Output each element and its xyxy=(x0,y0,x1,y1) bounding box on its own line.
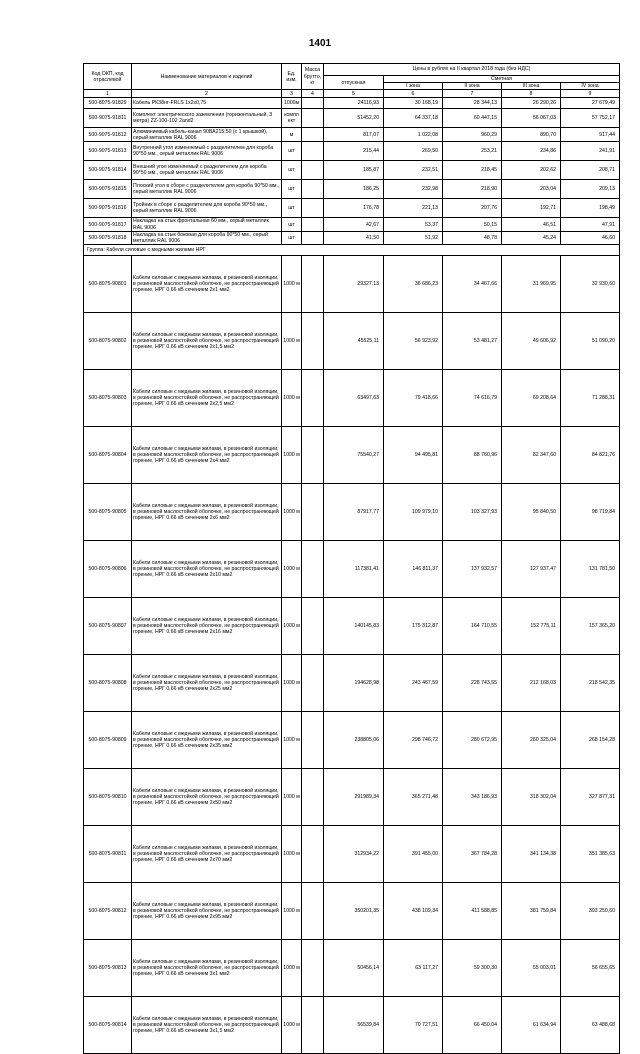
name-cell: Алюминиевый кабель-канал 90ВА215;50 (с 1 крышкой), серый металлик RAL 9006 xyxy=(132,128,282,142)
code-cell: 500-8075-90811 xyxy=(84,826,132,883)
table-row xyxy=(84,180,620,199)
zone1-price-cell: 70 727,51 xyxy=(384,997,443,1054)
mass-cell xyxy=(302,218,324,231)
unit-cell: 1000 м xyxy=(282,769,302,826)
code-cell: 500-8075-90814 xyxy=(84,997,132,1054)
group-row xyxy=(84,245,620,256)
table-row xyxy=(84,484,620,541)
index-cell: 5 xyxy=(324,90,384,98)
unit-cell: м xyxy=(282,128,302,142)
zone1-price-cell: 146 811,37 xyxy=(384,541,443,598)
table-row xyxy=(84,940,620,997)
zone4-price-cell: 63 488,68 xyxy=(561,997,620,1054)
zone4-price-cell: 218 542,35 xyxy=(561,655,620,712)
zone3-price-cell: 152 775,11 xyxy=(502,598,561,655)
name-cell: Накладка на стык фронтальная 60 мм., серый металлик RAL 9006 xyxy=(132,218,282,231)
zone2-price-cell: 28 344,13 xyxy=(443,98,502,109)
name-cell: Кабели силовые с медными жилами, в резиновой изоляции, в резиновой маслостойкой оболочке, не распространяющей горение, НРГ 0.66 кВ сечением 2х16 мм2 xyxy=(132,598,282,655)
zone1-price-cell: 51,92 xyxy=(384,231,443,244)
mass-cell xyxy=(302,826,324,883)
zone3-price-cell: 890,70 xyxy=(502,128,561,142)
zone1-price-cell: 63 117,27 xyxy=(384,940,443,997)
name-cell: Кабель РК38нг-FRLS 1х2х0,75 xyxy=(132,98,282,109)
release-price-cell: 194628,98 xyxy=(324,655,384,712)
zone3-price-cell: 56 067,03 xyxy=(502,109,561,128)
zone3-price-cell: 234,86 xyxy=(502,142,561,161)
table-body xyxy=(84,98,620,1054)
release-price-cell: 51452,20 xyxy=(324,109,384,128)
code-cell: 500-8075-90804 xyxy=(84,427,132,484)
zone3-price-cell: 55 003,01 xyxy=(502,940,561,997)
zone2-price-cell: 228 743,55 xyxy=(443,655,502,712)
zone2-price-cell: 343 186,93 xyxy=(443,769,502,826)
column-index-row xyxy=(84,90,620,98)
release-price-cell: 350201,35 xyxy=(324,883,384,940)
release-price-cell: 56539,84 xyxy=(324,997,384,1054)
code-cell: 500-8075-90808 xyxy=(84,655,132,712)
zone2-price-cell: 48,78 xyxy=(443,231,502,244)
table-row xyxy=(84,598,620,655)
code-cell: 500-9075-91814 xyxy=(84,161,132,180)
release-price-cell: 75540,27 xyxy=(324,427,384,484)
zone4-price-cell: 393 250,60 xyxy=(561,883,620,940)
code-cell: 500-9075-91812 xyxy=(84,128,132,142)
unit-cell: 1000 м xyxy=(282,712,302,769)
release-price-cell: 185,87 xyxy=(324,161,384,180)
index-cell: 1 xyxy=(84,90,132,98)
mass-cell xyxy=(302,313,324,370)
zone3-price-cell: 260 325,04 xyxy=(502,712,561,769)
header-name: Наименование материалов и изделий xyxy=(132,64,282,90)
zone2-price-cell: 253,21 xyxy=(443,142,502,161)
zone1-price-cell: 30 168,19 xyxy=(384,98,443,109)
release-price-cell: 50456,14 xyxy=(324,940,384,997)
zone1-price-cell: 438 109,34 xyxy=(384,883,443,940)
mass-cell xyxy=(302,769,324,826)
zone3-price-cell: 69 208,64 xyxy=(502,370,561,427)
zone1-price-cell: 79 418,66 xyxy=(384,370,443,427)
zone2-price-cell: 103 327,93 xyxy=(443,484,502,541)
zone1-price-cell: 36 686,23 xyxy=(384,256,443,313)
unit-cell: 1000 м xyxy=(282,370,302,427)
table-row xyxy=(84,541,620,598)
zone1-price-cell: 221,13 xyxy=(384,199,443,218)
zone2-price-cell: 411 588,85 xyxy=(443,883,502,940)
page-number: 1401 xyxy=(308,38,332,49)
zone4-price-cell: 198,49 xyxy=(561,199,620,218)
header-zone3: III зона xyxy=(502,83,561,90)
table-row xyxy=(84,313,620,370)
table-row xyxy=(84,883,620,940)
mass-cell xyxy=(302,98,324,109)
code-cell: 500-9075-91811 xyxy=(84,109,132,128)
mass-cell xyxy=(302,997,324,1054)
release-price-cell: 312934,22 xyxy=(324,826,384,883)
zone4-price-cell: 32 930,60 xyxy=(561,256,620,313)
zone1-price-cell: 94 495,81 xyxy=(384,427,443,484)
zone2-price-cell: 218,90 xyxy=(443,180,502,199)
unit-cell: компл ект xyxy=(282,109,302,128)
zone3-price-cell: 341 134,38 xyxy=(502,826,561,883)
zone4-price-cell: 209,13 xyxy=(561,180,620,199)
name-cell: Кабели силовые с медными жилами, в резиновой изоляции, в резиновой маслостойкой оболочке, не распространяющей горение, НРГ 0.66 кВ сечением 2х1 мм2 xyxy=(132,256,282,313)
index-cell: 4 xyxy=(302,90,324,98)
release-price-cell: 215,44 xyxy=(324,142,384,161)
header-mass: Масса брутто, кг xyxy=(302,64,324,90)
table-row xyxy=(84,199,620,218)
unit-cell: 1000 м xyxy=(282,313,302,370)
code-cell: 500-8075-90806 xyxy=(84,541,132,598)
table-row xyxy=(84,997,620,1054)
mass-cell xyxy=(302,142,324,161)
zone1-price-cell: 391 455,00 xyxy=(384,826,443,883)
name-cell: Кабели силовые с медными жилами, в резиновой изоляции, в резиновой маслостойкой оболочке, не распространяющей горение, НРГ 0.66 кВ сечением 2х10 мм2 xyxy=(132,541,282,598)
index-cell: 3 xyxy=(282,90,302,98)
name-cell: Внешний угол изменяемый с разделителем для короба 90*50 мм., серый металлик RAL 9006 xyxy=(132,161,282,180)
zone2-price-cell: 59 300,30 xyxy=(443,940,502,997)
mass-cell xyxy=(302,231,324,244)
name-cell: Накладка на стык боковая для короба 90*50 мм., серый металлик RAL 9006 xyxy=(132,231,282,244)
release-price-cell: 140145,83 xyxy=(324,598,384,655)
zone1-price-cell: 53,37 xyxy=(384,218,443,231)
header-price-group: Цены в рублях на II квартал 2018 года (без НДС) xyxy=(324,64,620,76)
zone2-price-cell: 164 710,55 xyxy=(443,598,502,655)
mass-cell xyxy=(302,256,324,313)
unit-cell: 1000 м xyxy=(282,940,302,997)
unit-cell: 1000 м xyxy=(282,826,302,883)
zone2-price-cell: 137 932,57 xyxy=(443,541,502,598)
name-cell: Кабели силовые с медными жилами, в резиновой изоляции, в резиновой маслостойкой оболочке, не распространяющей горение, НРГ 0.66 кВ сечением 2х4 мм2 xyxy=(132,427,282,484)
mass-cell xyxy=(302,940,324,997)
zone3-price-cell: 381 759,84 xyxy=(502,883,561,940)
name-cell: Комплект электрического заземления (горизонтальный, 3 метра) ZZ-100-102 2and2 xyxy=(132,109,282,128)
zone2-price-cell: 960,29 xyxy=(443,128,502,142)
zone1-price-cell: 109 979,10 xyxy=(384,484,443,541)
name-cell: Кабели силовые с медными жилами, в резиновой изоляции, в резиновой маслостойкой оболочке, не распространяющей горение, НРГ 0.66 кВ сечением 2х2,5 мм2 xyxy=(132,370,282,427)
release-price-cell: 117381,41 xyxy=(324,541,384,598)
zone2-price-cell: 367 784,28 xyxy=(443,826,502,883)
unit-cell: 1000 м xyxy=(282,427,302,484)
zone4-price-cell: 27 679,49 xyxy=(561,98,620,109)
table-row xyxy=(84,826,620,883)
index-cell: 2 xyxy=(132,90,282,98)
code-cell: 500-9075-91816 xyxy=(84,199,132,218)
name-cell: Кабели силовые с медными жилами, в резиновой изоляции, в резиновой маслостойкой оболочке, не распространяющей горение, НРГ 0.66 кВ сечением 2х6 мм2 xyxy=(132,484,282,541)
mass-cell xyxy=(302,180,324,199)
name-cell: Тройник в сборе с разделителем для короба 90*50 мм., серый металлик RAL 9006 xyxy=(132,199,282,218)
code-cell: 500-8075-90802 xyxy=(84,313,132,370)
table-row xyxy=(84,655,620,712)
code-cell: 500-8075-90809 xyxy=(84,712,132,769)
table-row xyxy=(84,142,620,161)
mass-cell xyxy=(302,370,324,427)
zone2-price-cell: 218,45 xyxy=(443,161,502,180)
group-title: Группа: Кабели силовые с медными жилами НРГ xyxy=(84,245,620,256)
release-price-cell: 186,25 xyxy=(324,180,384,199)
zone1-price-cell: 365 271,48 xyxy=(384,769,443,826)
zone3-price-cell: 45,24 xyxy=(502,231,561,244)
header-unit: Ед. изм. xyxy=(282,64,302,90)
zone1-price-cell: 1 022,08 xyxy=(384,128,443,142)
index-cell: 6 xyxy=(384,90,443,98)
mass-cell xyxy=(302,161,324,180)
unit-cell: 1000 м xyxy=(282,598,302,655)
name-cell: Кабели силовые с медными жилами, в резиновой изоляции, в резиновой маслостойкой оболочке, не распространяющей горение, НРГ 0.66 кВ сечением 2х50 мм2 xyxy=(132,769,282,826)
code-cell: 500-8075-90812 xyxy=(84,883,132,940)
code-cell: 500-8075-90801 xyxy=(84,256,132,313)
price-table xyxy=(83,63,620,1054)
zone1-price-cell: 175 312,87 xyxy=(384,598,443,655)
name-cell: Кабели силовые с медными жилами, в резиновой изоляции, в резиновой маслостойкой оболочке, не распространяющей горение, НРГ 0.66 кВ сечением 2х25 мм2 xyxy=(132,655,282,712)
code-cell: 500-9075-91813 xyxy=(84,142,132,161)
code-cell: 500-8075-90807 xyxy=(84,598,132,655)
zone2-price-cell: 50,15 xyxy=(443,218,502,231)
zone1-price-cell: 243 467,59 xyxy=(384,655,443,712)
code-cell: 500-8075-90813 xyxy=(84,940,132,997)
table-row xyxy=(84,218,620,231)
zone4-price-cell: 51 090,20 xyxy=(561,313,620,370)
zone1-price-cell: 269,50 xyxy=(384,142,443,161)
header-code: Код ОКП, код отраслевой xyxy=(84,64,132,90)
zone3-price-cell: 46,51 xyxy=(502,218,561,231)
table-row xyxy=(84,109,620,128)
mass-cell xyxy=(302,541,324,598)
name-cell: Внутренний угол изменяемый с разделителем для короба 90*50 мм., серый металлик RAL 9006 xyxy=(132,142,282,161)
table-row xyxy=(84,256,620,313)
unit-cell: шт xyxy=(282,161,302,180)
zone3-price-cell: 192,71 xyxy=(502,199,561,218)
zone2-price-cell: 66 450,04 xyxy=(443,997,502,1054)
table-row xyxy=(84,370,620,427)
unit-cell: 1000 м xyxy=(282,256,302,313)
unit-cell: шт xyxy=(282,218,302,231)
unit-cell: 1000м xyxy=(282,98,302,109)
zone2-price-cell: 74 616,79 xyxy=(443,370,502,427)
mass-cell xyxy=(302,598,324,655)
zone4-price-cell: 917,44 xyxy=(561,128,620,142)
release-price-cell: 41,50 xyxy=(324,231,384,244)
table-row xyxy=(84,98,620,109)
zone4-price-cell: 131 781,50 xyxy=(561,541,620,598)
zone2-price-cell: 60 447,15 xyxy=(443,109,502,128)
release-price-cell: 817,07 xyxy=(324,128,384,142)
zone3-price-cell: 49 606,92 xyxy=(502,313,561,370)
table-row xyxy=(84,427,620,484)
code-cell: 500-8075-90803 xyxy=(84,370,132,427)
release-price-cell: 45525,11 xyxy=(324,313,384,370)
header-estimate: Сметная xyxy=(384,76,620,83)
zone4-price-cell: 46,60 xyxy=(561,231,620,244)
zone4-price-cell: 268 154,28 xyxy=(561,712,620,769)
code-cell: 500-9075-91818 xyxy=(84,231,132,244)
mass-cell xyxy=(302,655,324,712)
mass-cell xyxy=(302,128,324,142)
mass-cell xyxy=(302,484,324,541)
zone4-price-cell: 71 288,31 xyxy=(561,370,620,427)
zone3-price-cell: 127 937,47 xyxy=(502,541,561,598)
table-row xyxy=(84,231,620,244)
zone4-price-cell: 57 752,17 xyxy=(561,109,620,128)
unit-cell: шт xyxy=(282,142,302,161)
zone4-price-cell: 241,91 xyxy=(561,142,620,161)
zone4-price-cell: 98 719,84 xyxy=(561,484,620,541)
zone3-price-cell: 61 634,94 xyxy=(502,997,561,1054)
release-price-cell: 238805,06 xyxy=(324,712,384,769)
release-price-cell: 291989,34 xyxy=(324,769,384,826)
zone3-price-cell: 82 347,60 xyxy=(502,427,561,484)
code-cell: 500-8075-91829 xyxy=(84,98,132,109)
zone4-price-cell: 84 821,76 xyxy=(561,427,620,484)
zone4-price-cell: 157 365,20 xyxy=(561,598,620,655)
release-price-cell: 63497,63 xyxy=(324,370,384,427)
table-row xyxy=(84,712,620,769)
zone1-price-cell: 232,98 xyxy=(384,180,443,199)
index-cell: 9 xyxy=(561,90,620,98)
zone2-price-cell: 280 672,95 xyxy=(443,712,502,769)
name-cell: Плоский угол в сборе с разделителем для короба 90*50 мм., серый металлик RAL 9006 xyxy=(132,180,282,199)
code-cell: 500-8075-90805 xyxy=(84,484,132,541)
zone1-price-cell: 56 923,92 xyxy=(384,313,443,370)
zone2-price-cell: 34 467,66 xyxy=(443,256,502,313)
zone2-price-cell: 207,76 xyxy=(443,199,502,218)
header-zone4: IV зона xyxy=(561,83,620,90)
name-cell: Кабели силовые с медными жилами, в резиновой изоляции, в резиновой маслостойкой оболочке, не распространяющей горение, НРГ 0.66 кВ сечением 2х70 мм2 xyxy=(132,826,282,883)
release-price-cell: 29327,13 xyxy=(324,256,384,313)
zone2-price-cell: 53 481,27 xyxy=(443,313,502,370)
zone3-price-cell: 203,04 xyxy=(502,180,561,199)
name-cell: Кабели силовые с медными жилами, в резиновой изоляции, в резиновой маслостойкой оболочке, не распространяющей горение, НРГ 0.66 кВ сечением 2х95 мм2 xyxy=(132,883,282,940)
unit-cell: шт xyxy=(282,231,302,244)
zone3-price-cell: 202,62 xyxy=(502,161,561,180)
header-release: отпускная xyxy=(324,76,384,90)
zone3-price-cell: 318 302,04 xyxy=(502,769,561,826)
name-cell: Кабели силовые с медными жилами, в резиновой изоляции, в резиновой маслостойкой оболочке, не распространяющей горение, НРГ 0.66 кВ сечением 2х1,5 мм2 xyxy=(132,313,282,370)
unit-cell: шт xyxy=(282,180,302,199)
header-zone2: II зона xyxy=(443,83,502,90)
zone1-price-cell: 232,51 xyxy=(384,161,443,180)
zone3-price-cell: 31 969,95 xyxy=(502,256,561,313)
unit-cell: 1000 м xyxy=(282,655,302,712)
name-cell: Кабели силовые с медными жилами, в резиновой изоляции, в резиновой маслостойкой оболочке, не распространяющей горение, НРГ 0.66 кВ сечением 3х1 мм2 xyxy=(132,940,282,997)
index-cell: 7 xyxy=(443,90,502,98)
code-cell: 500-8075-90810 xyxy=(84,769,132,826)
unit-cell: 1000 м xyxy=(282,541,302,598)
zone4-price-cell: 351 385,63 xyxy=(561,826,620,883)
zone4-price-cell: 327 877,31 xyxy=(561,769,620,826)
unit-cell: 1000 м xyxy=(282,997,302,1054)
code-cell: 500-9075-91815 xyxy=(84,180,132,199)
zone1-price-cell: 298 746,72 xyxy=(384,712,443,769)
unit-cell: шт xyxy=(282,199,302,218)
zone4-price-cell: 208,71 xyxy=(561,161,620,180)
mass-cell xyxy=(302,199,324,218)
table-row xyxy=(84,161,620,180)
zone3-price-cell: 26 290,26 xyxy=(502,98,561,109)
zone2-price-cell: 88 760,96 xyxy=(443,427,502,484)
unit-cell: 1000 м xyxy=(282,883,302,940)
release-price-cell: 87917,77 xyxy=(324,484,384,541)
header-zone1: I зона xyxy=(384,83,443,90)
name-cell: Кабели силовые с медными жилами, в резиновой изоляции, в резиновой маслостойкой оболочке, не распространяющей горение, НРГ 0.66 кВ сечением 2х35 мм2 xyxy=(132,712,282,769)
mass-cell xyxy=(302,883,324,940)
zone4-price-cell: 56 655,65 xyxy=(561,940,620,997)
mass-cell xyxy=(302,427,324,484)
release-price-cell: 24116,93 xyxy=(324,98,384,109)
index-cell: 8 xyxy=(502,90,561,98)
zone3-price-cell: 212 168,03 xyxy=(502,655,561,712)
zone1-price-cell: 64 337,18 xyxy=(384,109,443,128)
release-price-cell: 176,78 xyxy=(324,199,384,218)
table-row xyxy=(84,769,620,826)
mass-cell xyxy=(302,712,324,769)
code-cell: 500-9075-91817 xyxy=(84,218,132,231)
name-cell: Кабели силовые с медными жилами, в резиновой изоляции, в резиновой маслостойкой оболочке, не распространяющей горение, НРГ 0.66 кВ сечением 3х1,5 мм2 xyxy=(132,997,282,1054)
release-price-cell: 42,67 xyxy=(324,218,384,231)
unit-cell: 1000 м xyxy=(282,484,302,541)
table-row xyxy=(84,128,620,142)
zone4-price-cell: 47,91 xyxy=(561,218,620,231)
mass-cell xyxy=(302,109,324,128)
zone3-price-cell: 95 840,50 xyxy=(502,484,561,541)
